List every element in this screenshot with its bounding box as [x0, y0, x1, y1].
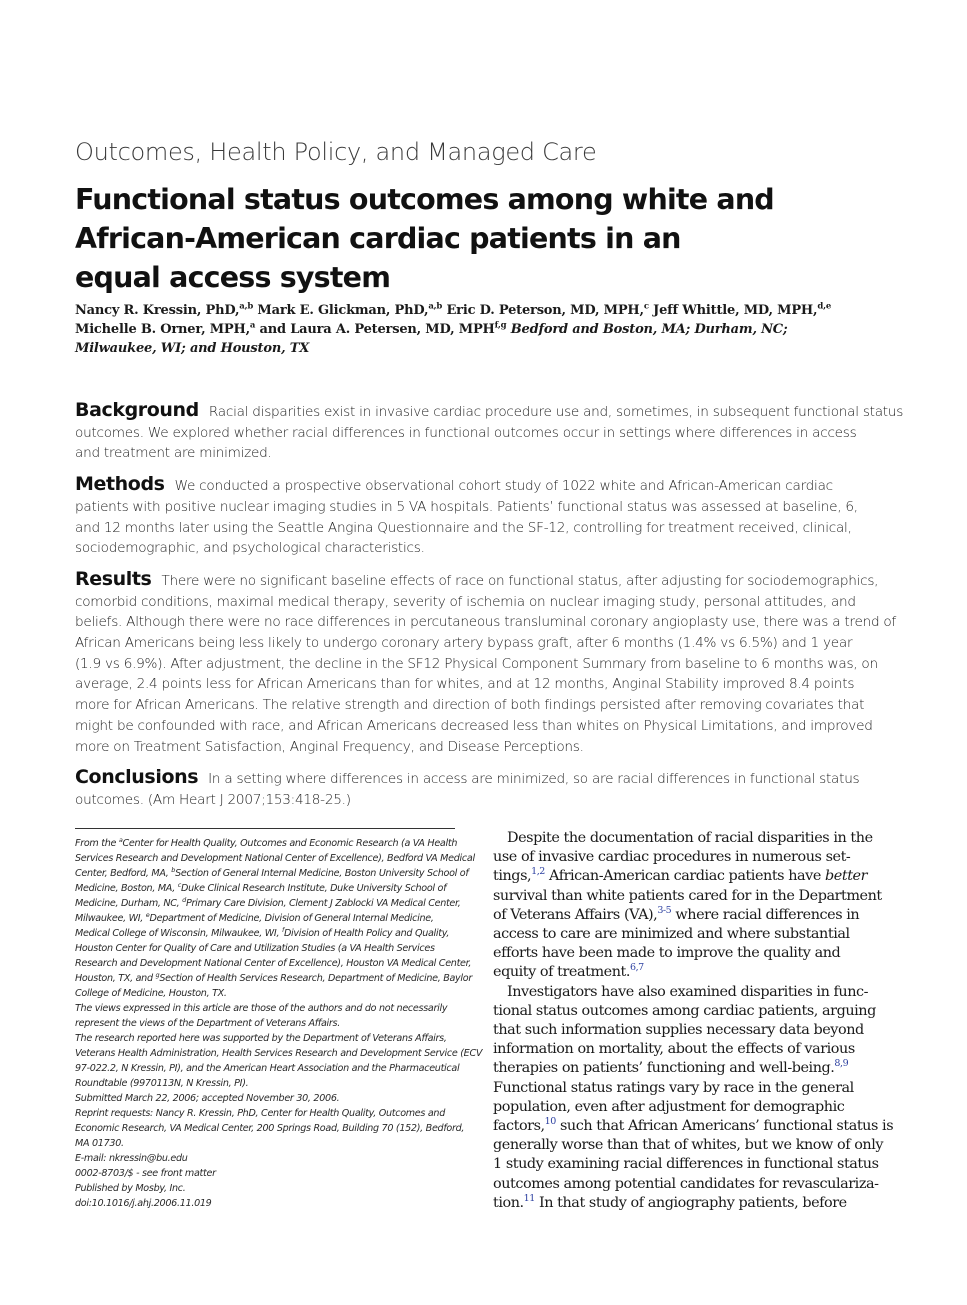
abstract-line: beliefs. Although there were no race differences in percutaneous transluminal coronary angioplasty use, there was a trend of — [75, 614, 896, 631]
affiliation-marker: d,e — [817, 301, 832, 312]
affiliation-marker: g — [155, 970, 160, 979]
body-line: tional status outcomes among cardiac patients, arguing — [493, 1002, 876, 1019]
body-line: Despite the documentation of racial disparities in the — [507, 830, 873, 846]
author-name: Mark E. Glickman, PhD, — [253, 303, 429, 318]
title-line: equal access system — [75, 261, 391, 294]
body-line: use of invasive cardiac procedures in numerous set- — [493, 849, 851, 866]
author-line — [75, 320, 875, 339]
affiliation-marker: c — [177, 880, 182, 889]
abstract — [75, 399, 904, 821]
abstract-conclusions — [75, 767, 875, 810]
footnote-line: The views expressed in this article are those of the authors and do not necessarily — [75, 1003, 448, 1014]
footnote-line: Roundtable (9970113N, N Kressin, PI). — [75, 1078, 249, 1089]
body-line: that such information supplies necessary data beyond — [493, 1022, 864, 1039]
body-line: generally worse than that of whites, but we know of only — [493, 1137, 884, 1154]
footnote-text: Houston, TX, and — [75, 973, 156, 984]
citation-link[interactable]: 1,2 — [531, 866, 545, 878]
footnote-text: Section of Health Services Research, Department of Medicine, Baylor — [159, 973, 473, 984]
body-line: information on mortality, about the effects of various — [493, 1041, 855, 1058]
abstract-line: sociodemographic, and psychological characteristics. — [75, 540, 425, 557]
footnote-line: represent the views of the Department of Veterans Affairs. — [75, 1018, 340, 1029]
body-text: equity of treatment. — [493, 964, 630, 981]
footnotes — [75, 835, 483, 1211]
abstract-background — [75, 399, 904, 464]
author-list — [75, 301, 875, 358]
body-line — [493, 1059, 873, 1078]
citation-link[interactable]: 11 — [523, 1193, 535, 1205]
body-text: tings, — [493, 868, 532, 885]
abstract-label: Background — [75, 399, 199, 421]
footnote-line: Services Research and Development National Center of Excellence), Bedford VA Medical — [75, 853, 475, 864]
footnote-text: Division of Health Policy and Quality, — [283, 928, 450, 939]
abstract-line: and treatment are minimized. — [75, 445, 272, 462]
footnote-line: College of Medicine, Houston, TX. — [75, 988, 227, 999]
body-text-column — [493, 829, 894, 1213]
body-line: 1 study examining racial differences in functional status — [493, 1156, 879, 1173]
abstract-line: patients with positive nuclear imaging studies in 5 VA hospitals. Patients’ functional status was assessed at baseline, 6, — [75, 498, 858, 515]
author-locations: Milwaukee, WI; and Houston, TX — [75, 341, 310, 356]
abstract-methods — [75, 474, 875, 559]
footnote-text: Medicine, Durham, NC, — [75, 898, 183, 909]
abstract-line: and 12 months later using the Seattle Angina Questionnaire and the SF-12, controlling for treatment received, clinical, — [75, 519, 852, 536]
abstract-line — [75, 399, 904, 423]
abstract-line: African Americans being less likely to undergo coronary artery bypass graft, after 6 months (1.4% vs 6.5%) and 1 year — [75, 635, 853, 652]
doi-link[interactable]: doi:10.1016/j.ahj.2006.11.019 — [75, 1198, 212, 1209]
abstract-line — [75, 474, 875, 497]
footnote-line: Research and Development National Center of Excellence), Houston VA Medical Center, — [75, 958, 472, 969]
body-text: such that African Americans’ functional status is — [555, 1118, 894, 1135]
footnote-text: Section of General Internal Medicine, Boston University School of — [175, 868, 469, 879]
footnote-text: Center for Health Quality, Outcomes and Economic Research (a VA Health — [122, 838, 458, 849]
body-line: Functional status ratings vary by race in the general — [493, 1079, 854, 1096]
footnote-line — [75, 836, 457, 851]
abstract-line: outcomes. We explored whether racial differences in functional outcomes occur in settings where differences in access — [75, 424, 857, 441]
footnote-text: Medicine, Boston, MA, — [75, 883, 178, 894]
author-name: Eric D. Peterson, MD, MPH, — [442, 303, 644, 318]
author-line — [75, 301, 875, 320]
body-text: In that study of angiography patients, before — [534, 1194, 847, 1211]
body-text: where racial differences in — [671, 906, 860, 923]
abstract-label: Methods — [75, 473, 165, 496]
abstract-line: average, 2.4 points less for African Americans than for whites, and at 12 months, Anginal Stability improved 8.4 points — [75, 676, 855, 693]
footnote-line — [75, 911, 457, 926]
abstract-text: There were no significant baseline effects of race on functional status, after adjusting for sociodemographics, — [161, 572, 879, 589]
author-locations: Bedford and Boston, MA; Durham, NC; — [506, 322, 788, 337]
emphasis-text: better — [825, 868, 868, 885]
body-text: therapies on patients’ functioning and well-being. — [493, 1060, 835, 1077]
affiliation-marker: a — [118, 835, 123, 844]
body-line — [493, 906, 873, 925]
footnote-line: 0002-8703/$ - see front matter — [75, 1168, 216, 1179]
abstract-text: Racial disparities exist in invasive cardiac procedure use and, sometimes, in subsequent functional status — [208, 404, 904, 420]
abstract-line: more on Treatment Satisfaction, Anginal Frequency, and Disease Perceptions. — [75, 738, 584, 755]
body-text: tion. — [493, 1194, 524, 1211]
author-name: Jeff Whittle, MD, MPH, — [648, 303, 818, 318]
footnote-line: Houston Center for Quality of Care and Utilization Studies (a VA Health Services — [75, 943, 435, 954]
abstract-label: Conclusions — [75, 766, 199, 789]
affiliation-marker: f — [281, 925, 284, 934]
footnote-line: Veterans Health Administration, Health Services Research and Development Service (ECV — [75, 1048, 483, 1059]
footnote-line — [75, 865, 469, 881]
affiliation-marker: a — [249, 320, 256, 331]
body-line — [493, 1194, 873, 1213]
abstract-line: might be confounded with race, and African Americans decreased less than whites on Physical Limitations, and improved — [75, 717, 873, 734]
footnote-line: MA 01730. — [75, 1138, 124, 1149]
footnote-text: Primary Care Division, Clement J Zablocki VA Medical Center, — [185, 898, 461, 909]
abstract-results — [75, 567, 896, 757]
affiliation-marker: f,g — [494, 320, 507, 331]
footnote-line: Submitted March 22, 2006; accepted November 30, 2006. — [75, 1093, 340, 1104]
body-line: survival than white patients cared for in the Department — [493, 887, 882, 904]
footnote-text: Center, Bedford, MA, — [75, 868, 172, 879]
footnote-line: Economic Research, VA Medical Center, 200 Springs Road, Building 70 (152), Bedford, — [75, 1123, 465, 1134]
body-text: of Veterans Affairs (VA), — [493, 906, 658, 923]
body-text: African-American cardiac patients have — [544, 868, 826, 885]
abstract-line: comorbid conditions, maximal medical therapy, severity of ischemia on nuclear imaging study, personal attitudes, and — [75, 593, 856, 610]
citation-link[interactable]: 3-5 — [657, 905, 672, 917]
footnote-text: Department of Medicine, Division of General Internal Medicine, — [149, 913, 434, 924]
abstract-line — [75, 767, 875, 790]
article-title — [75, 180, 835, 297]
author-name: and Laura A. Petersen, MD, MPH — [255, 322, 495, 337]
footnote-text: Duke Clinical Research Institute, Duke University School of — [181, 883, 447, 894]
affiliation-marker: b — [171, 865, 176, 874]
body-line — [493, 867, 873, 886]
footnote-line: The research reported here was supported by the Department of Veterans Affairs, — [75, 1033, 447, 1044]
citation-link[interactable]: 10 — [544, 1116, 556, 1128]
citation-link[interactable]: 8,9 — [834, 1058, 849, 1070]
footnote-line — [75, 926, 457, 941]
title-line: Functional status outcomes among white and — [75, 183, 774, 216]
affiliation-marker: a,b — [428, 301, 443, 312]
abstract-line — [75, 567, 879, 592]
email-link[interactable]: E-mail: nkressin@bu.edu — [75, 1153, 188, 1164]
title-line: African-American cardiac patients in an — [75, 222, 681, 255]
footnote-line: 97-022.2, N Kressin, PI), and the American Heart Association and the Pharmaceutical — [75, 1063, 460, 1074]
affiliation-marker: a,b — [239, 301, 254, 312]
footnote-line — [75, 970, 473, 986]
author-name: Nancy R. Kressin, PhD, — [75, 303, 240, 318]
footnote-text: Medical College of Wisconsin, Milwaukee, WI, — [75, 928, 282, 939]
abstract-line: more for African Americans. The relative strength and direction of both findings persisted after removing covariates that — [75, 697, 865, 714]
body-line: efforts have been made to improve the quality and — [493, 945, 841, 962]
body-line: outcomes among potential candidates for revasculariza- — [493, 1175, 879, 1192]
footnote-text: Milwaukee, WI, — [75, 913, 146, 924]
footnote-line — [75, 895, 461, 911]
body-line — [493, 963, 873, 982]
abstract-line: outcomes. (Am Heart J 2007;153:418-25.) — [75, 791, 351, 808]
body-line — [493, 1116, 894, 1136]
body-text: factors, — [493, 1118, 545, 1135]
citation-link[interactable]: 6,7 — [629, 962, 644, 974]
abstract-text: In a setting where differences in access are minimized, so are racial differences in functional status — [208, 771, 860, 788]
footnote-line — [75, 881, 457, 896]
affiliation-marker: c — [643, 301, 649, 312]
abstract-text: We conducted a prospective observational cohort study of 1022 white and African-American cardiac — [174, 478, 833, 495]
body-line: population, even after adjustment for demographic — [493, 1098, 845, 1115]
footnote-line: Published by Mosby, Inc. — [75, 1183, 186, 1194]
abstract-label: Results — [75, 567, 152, 590]
affiliation-marker: d — [182, 895, 186, 904]
section-heading: Outcomes, Health Policy, and Managed Care — [75, 138, 597, 166]
footnote-divider — [75, 828, 455, 829]
footnote-line: Reprint requests: Nancy R. Kressin, PhD, Center for Health Quality, Outcomes and — [75, 1108, 446, 1119]
affiliation-marker: e — [145, 910, 150, 919]
author-name: Michelle B. Orner, MPH, — [75, 322, 250, 337]
body-line: Investigators have also examined disparities in func- — [507, 983, 869, 1000]
body-line: access to care are minimized and where substantial — [493, 926, 850, 943]
footnote-text: From the — [75, 838, 119, 849]
abstract-line: (1.9 vs 6.9%). After adjustment, the decline in the SF12 Physical Component Summary from baseline to 6 months was, on — [75, 655, 878, 672]
